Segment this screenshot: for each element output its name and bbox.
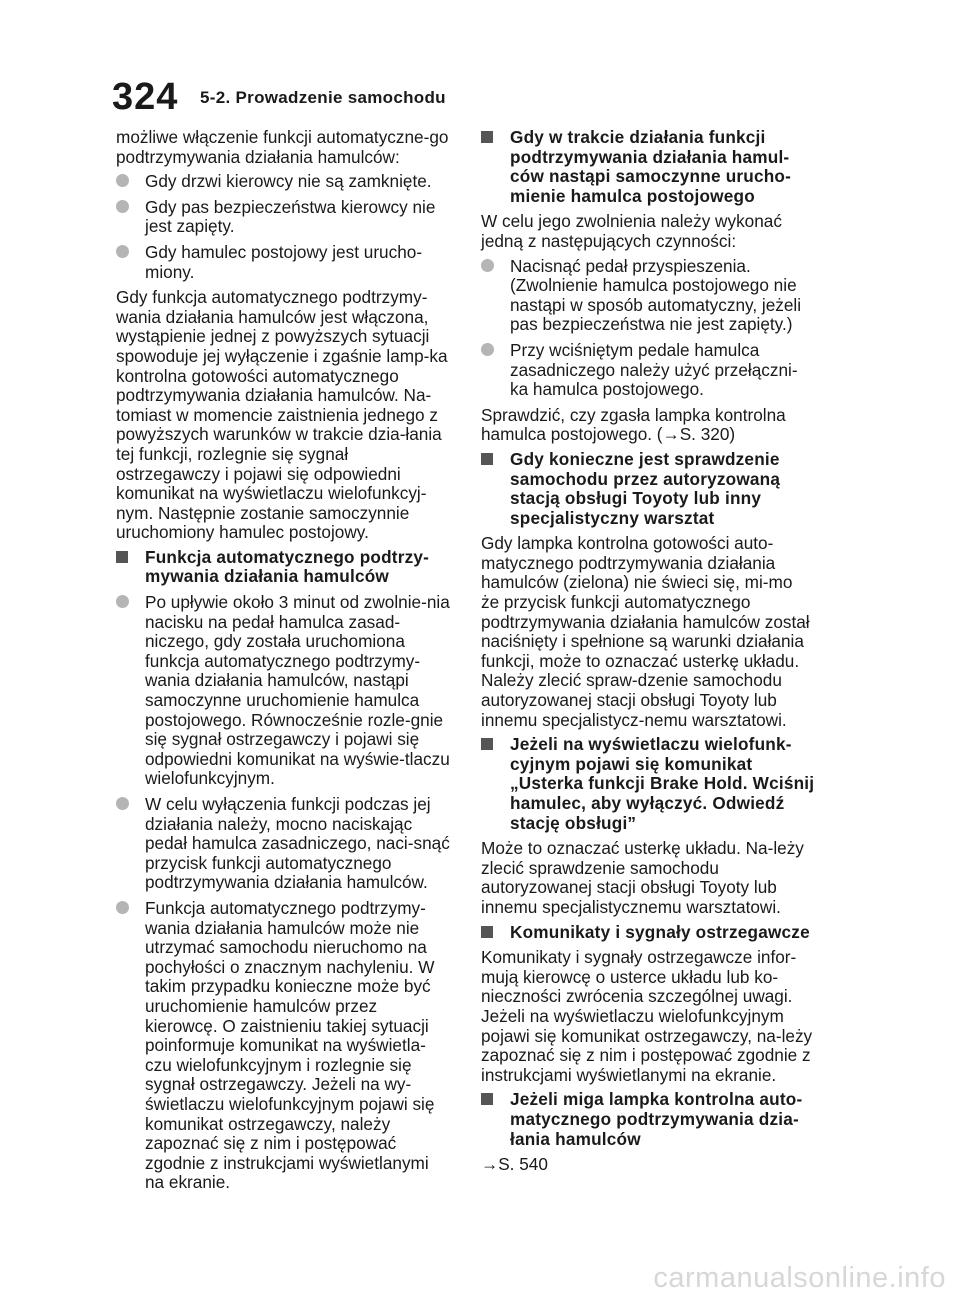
body-paragraph: W celu jego zwolnienia należy wykonać jedną z następujących czynności: xyxy=(481,211,782,251)
list-item: Przy wciśniętym pedale hamulca zasadniczego należy użyć przełączni-ka hamulca postojowego. xyxy=(481,341,815,400)
body-paragraph: Gdy lampka kontrolna gotowości auto-matycznego podtrzymywania działania hamulców (zielona) nie świeci się, mi-mo że przycisk funkcji automatycznego podtrzymywania działania hamulców został naciśnięty i spełnione są warunki działania funkcji, może to oznaczać usterkę układu. Należy zlecić spraw-dzenie samochodu autoryzowanej stacji obsługi Toyoty lub innemu specjalistycz-nemu warsztatowi. xyxy=(481,533,810,730)
subsection-heading: Jeżeli na wyświetlaczu wielofunk-cyjnym pojawi się komunikat „Usterka funkcji Brake Hold. Wciśnij hamulec, aby wyłączyć. Odwiedź stację obsługi” xyxy=(481,735,815,833)
list-item: Po upływie około 3 minut od zwolnie-nia nacisku na pedał hamulca zasad-niczego, gdy została uruchomiona funkcja automatycznego podtrzymy-wania działania hamulców, nastąpi samoczynne uruchomienie hamulca postojowego. Równocześnie rozle-gnie się sygnał ostrzegawczy i pojawi się odpowiedni komunikat na wyświe-tlaczu wielofunkcyjnym. xyxy=(116,593,450,789)
intro-paragraph: możliwe włączenie funkcji automatyczne-go podtrzymywania działania hamulców: xyxy=(116,127,449,167)
subsection-heading: Jeżeli miga lampka kontrolna auto-matycznego podtrzymywania dzia-łania hamulców xyxy=(481,1090,815,1149)
subsection-heading: Komunikaty i sygnały ostrzegawcze xyxy=(481,923,815,943)
bullet-icon xyxy=(481,343,494,356)
page-reference-link[interactable]: →S. 540 xyxy=(481,1154,548,1175)
subsection-heading: Funkcja automatycznego podtrzy-mywania działania hamulców xyxy=(116,548,450,587)
list-item: W celu wyłączenia funkcji podczas jej działania należy, mocno naciskając pedał hamulca zasadniczego, naci-snąć przycisk funkcji automatycznego podtrzymywania działania hamulców. xyxy=(116,795,450,893)
square-bullet-icon xyxy=(481,738,493,750)
body-paragraph: Sprawdzić, czy zgasła lampka kontrolna hamulca postojowego. (→S. 320) xyxy=(481,404,786,445)
section-title: 5-2. Prowadzenie samochodu xyxy=(200,88,446,107)
bullet-icon xyxy=(116,174,129,187)
watermark: carmanualsonline.info xyxy=(653,1262,946,1294)
body-paragraph: Gdy funkcja automatycznego podtrzymy-wania działania hamulców jest włączona, wystąpienie jednej z powyższych sytuacji spowoduje jej wyłączenie i zgaśnie lamp-ka kontrolna gotowości automatycznego podtrzymywania działania hamulców. Na-tomiast w momencie zaistnienia jednego z powyższych warunków w trakcie dzia-łania tej funkcji, rozlegnie się sygnał ostrzegawczy i pojawi się odpowiedni komunikat na wyświetlaczu wielofunkcyj-nym. Następnie zostanie samoczynnie uruchomiony hamulec postojowy. xyxy=(116,287,448,543)
bullet-icon xyxy=(116,797,129,810)
square-bullet-icon xyxy=(481,1093,493,1105)
page-header xyxy=(112,76,852,116)
list-item: Gdy hamulec postojowy jest urucho-miony. xyxy=(116,243,450,282)
list-item: Nacisnąć pedał przyspieszenia. (Zwolnienie hamulca postojowego nie nastąpi w sposób automatyczny, jeżeli pas bezpieczeństwa nie jest zapięty.) xyxy=(481,257,815,335)
square-bullet-icon xyxy=(481,453,493,465)
left-column xyxy=(116,128,450,1199)
bullet-icon xyxy=(116,245,129,258)
page-number: 324 xyxy=(112,76,179,118)
list-item: Gdy pas bezpieczeństwa kierowcy nie jest zapięty. xyxy=(116,198,450,237)
bullet-icon xyxy=(481,259,494,272)
bullet-icon xyxy=(116,200,129,213)
body-paragraph: Może to oznaczać usterkę układu. Na-leży zlecić sprawdzenie samochodu autoryzowanej stacji obsługi Toyoty lub innemu specjalistycznemu warsztatowi. xyxy=(481,838,804,917)
right-column xyxy=(481,128,815,1180)
square-bullet-icon xyxy=(481,131,493,143)
bullet-icon xyxy=(116,595,129,608)
bullet-icon xyxy=(116,901,129,914)
subsection-heading: Gdy w trakcie działania funkcji podtrzymywania działania hamul-ców nastąpi samoczynne urucho-mienie hamulca postojowego xyxy=(481,128,815,206)
list-item: Gdy drzwi kierowcy nie są zamknięte. xyxy=(116,172,450,192)
list-item: Funkcja automatycznego podtrzymy-wania działania hamulców może nie utrzymać samochodu nieruchomo na pochyłości o znacznym nachyleniu. W takim przypadku konieczne może być uruchomienie hamulców przez kierowcę. O zaistnieniu takiej sytuacji poinformuje komunikat na wyświetla-czu wielofunkcyjnym i rozlegnie się sygnał ostrzegawczy. Jeżeli na wy-świetlaczu wielofunkcyjnym pojawi się komunikat ostrzegawczy, należy zapoznać się z nim i postępować zgodnie z instrukcjami wyświetlanymi na ekranie. xyxy=(116,899,450,1193)
square-bullet-icon xyxy=(481,926,493,938)
body-paragraph: Komunikaty i sygnały ostrzegawcze infor-mują kierowcę o usterce układu lub ko-nieczności zwrócenia szczególnej uwagi. Jeżeli na wyświetlaczu wielofunkcyjnym pojawi się komunikat ostrzegawczy, na-leży zapoznać się z nim i postępować zgodnie z instrukcjami wyświetlanymi na ekranie. xyxy=(481,947,813,1085)
subsection-heading: Gdy konieczne jest sprawdzenie samochodu przez autoryzowaną stacją obsługi Toyoty lub inny specjalistyczny warsztat xyxy=(481,450,815,528)
square-bullet-icon xyxy=(116,551,128,563)
